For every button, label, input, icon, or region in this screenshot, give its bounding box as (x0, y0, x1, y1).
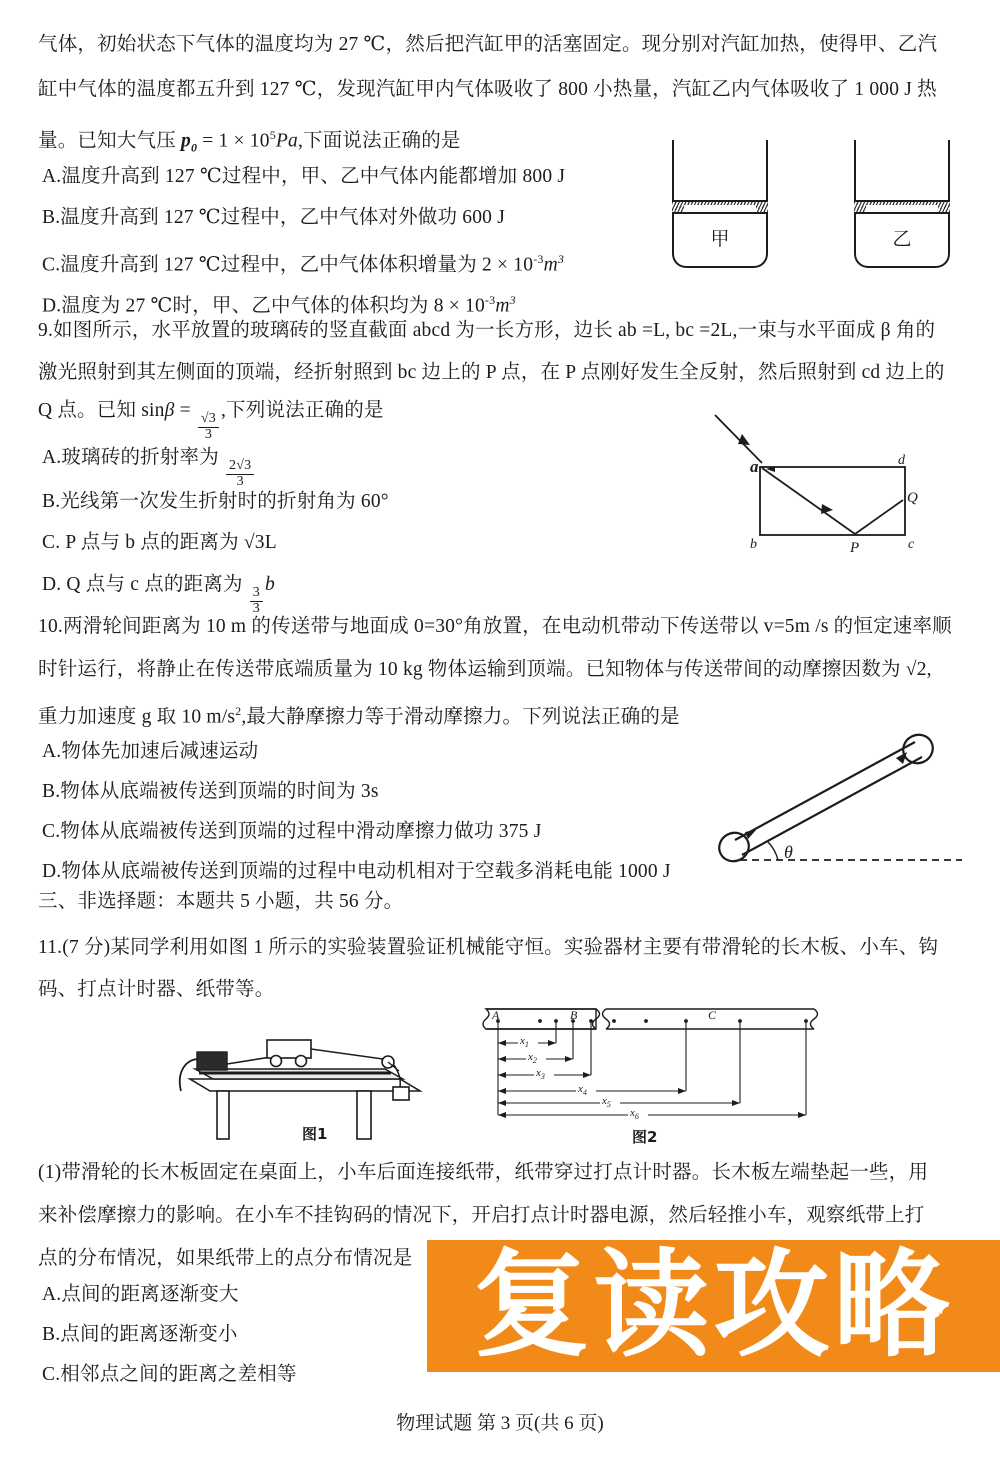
tape-left-edge (483, 1009, 596, 1029)
q11-line-2: 码、打点计时器、纸带等。 (38, 979, 275, 1000)
q8-pressure-symbol: p (180, 130, 191, 152)
reflected-ray-pq (855, 500, 903, 534)
arrow-left-x2 (498, 1056, 506, 1062)
q8-option-d-label: D. (42, 295, 62, 317)
point-label-q: Q (907, 490, 918, 506)
distance-label-x3: $x_3$ (536, 1067, 545, 1081)
piston-jia (672, 200, 768, 214)
q8-line3-suffix: ,下面说法正确的是 (297, 130, 461, 152)
q8-figure-two-cylinders (668, 140, 968, 290)
q9-option-a-fraction (226, 459, 254, 489)
q8-option-c (42, 248, 564, 277)
q8-option-d (42, 289, 516, 318)
tape-break-2 (603, 1009, 610, 1029)
q10-option-a-label: A. (42, 741, 62, 762)
q9-option-b-label: B. (42, 491, 61, 512)
q8-option-a (42, 166, 565, 188)
q10-figure-conveyor-belt (700, 720, 980, 890)
q10-option-a-text: 物体先加速后减速运动 (61, 741, 259, 762)
q9-line3-prefix: Q 点。已知 sin (38, 400, 165, 421)
q11-sub1-line-3: 点的分布情况，如果纸带上的点分布情况是 (38, 1248, 413, 1269)
q9-line3-suffix: ,下列说法正确的是 (220, 400, 384, 421)
q10-line3-part-b: ,最大静摩擦力等于滑动摩擦力。下列说法正确的是 (241, 706, 680, 728)
section-3-heading: 三、非选择题：本题共 5 小题，共 56 分。 (38, 891, 404, 912)
table-top (190, 1079, 420, 1091)
q8-line3-eq: = 1 × 10 (197, 130, 270, 152)
q10-option-b (42, 781, 379, 803)
tape-right-edge (811, 1009, 818, 1029)
q9-option-d-tail: b (264, 574, 275, 595)
figure-2-caption: 图2 (632, 1128, 658, 1146)
angle-label-theta: θ (784, 842, 793, 862)
q8-line3-prefix: 量。已知大气压 (38, 130, 181, 152)
top-pulley (898, 730, 938, 769)
cylinder-yi (854, 140, 950, 268)
q9-figure-glass-brick (700, 400, 980, 565)
q11-option-c-text: 相邻点之间的距离之差相等 (60, 1364, 297, 1385)
q8-option-c-unit: m (543, 254, 558, 276)
arrow-right-x2 (565, 1056, 573, 1062)
q10-line-2: 时针运行，将静止在传送带底端质量为 10 kg 物体运输到顶端。已知物体与传送带间的动摩擦因数为 √2, (38, 659, 932, 680)
power-cord (180, 1059, 197, 1091)
cylinder-yi-label: 乙 (892, 229, 912, 250)
q10-option-c-label: C. (42, 821, 61, 842)
refracted-ray-ap (762, 468, 855, 534)
arrow-left-x1 (498, 1040, 506, 1046)
arrow-right-x4 (678, 1088, 686, 1094)
arrow-left-x5 (498, 1100, 506, 1106)
watermark-text: 复读攻略 (473, 1238, 954, 1373)
tape-svg (478, 1003, 826, 1148)
arrow-right-x3 (583, 1072, 591, 1078)
q11-sub1-line-2: 来补偿摩擦力的影响。在小车不挂钩码的情况下，开启打点计时器电源，然后轻推小车，观察纸带上打 (38, 1205, 925, 1226)
q9-line-2: 激光照射到其左侧面的顶端，经折射照到 bc 边上的 P 点，在 P 点刚好发生全反射，然后照射到 cd 边上的 (38, 362, 945, 383)
q9-line-3 (38, 400, 384, 443)
q10-line-3 (38, 700, 680, 729)
q9-beta-symbol: β (164, 400, 175, 421)
q9-option-d-fraction (250, 586, 263, 616)
apparatus-svg (175, 1013, 465, 1145)
q11-option-b-text: 点间的距离逐渐变小 (60, 1324, 238, 1345)
q9-option-c-text: P 点与 b 点的距离为 √3L (60, 532, 277, 553)
arrow-left-x4 (498, 1088, 506, 1094)
distance-label-x4: $x_4$ (578, 1083, 587, 1097)
q8-option-c-text: 温度升高到 127 ℃过程中，乙中气体体积增量为 2 × 10 (60, 254, 534, 276)
q8-option-b (42, 207, 505, 229)
q9-fraction-denominator: 3 (204, 426, 213, 442)
q9-line-1: 9.如图所示，水平放置的玻璃砖的竖直截面 abcd 为一长方形，边长 ab =L, bc =2L,一束与水平面成 β 角的 (38, 320, 936, 341)
q9-option-b-text: 光线第一次发生折射时的折射角为 60° (60, 491, 389, 512)
figure-1-caption: 图1 (302, 1125, 328, 1143)
q11-line-1: 11.(7 分)某同学利用如图 1 所示的实验装置验证机械能守恒。实验器材主要有带滑轮的长木板、小车、钩 (38, 937, 939, 958)
piston-yi (854, 200, 950, 214)
q8-option-d-unit: m (495, 295, 510, 317)
vertex-label-d: d (898, 453, 905, 468)
q10-option-d-text: 物体从底端被传送到顶端的过程中电动机相对于空载多消耗电能 1000 J (61, 861, 671, 882)
q9-option-a-label: A. (42, 447, 62, 468)
refracted-ray-arrow (821, 504, 833, 514)
glass-brick-svg (700, 400, 980, 560)
q11-option-c-label: C. (42, 1364, 61, 1385)
q8-paragraph-line-3 (38, 124, 461, 158)
table-leg-left (217, 1091, 229, 1139)
glass-brick-rectangle (760, 467, 905, 535)
q11-option-a (42, 1284, 239, 1306)
q8-line3-unit: Pa (275, 130, 298, 152)
point-label-p: P (850, 540, 860, 556)
table-leg-right (357, 1091, 371, 1139)
q11-figure-2-tape (478, 1003, 826, 1153)
vertex-label-a: a (750, 457, 759, 476)
paper-tape (227, 1057, 271, 1064)
conveyor-belt-svg (700, 720, 980, 885)
q10-option-c-text: 物体从底端被传送到顶端的过程中滑动摩擦力做功 375 J (60, 821, 542, 842)
q10-option-b-label: B. (42, 781, 61, 802)
q9-line3-eq: = (174, 400, 196, 421)
arrow-left-x3 (498, 1072, 506, 1078)
q11-option-a-text: 点间的距离逐渐变大 (61, 1284, 239, 1305)
q10-option-d (42, 861, 671, 883)
string (311, 1049, 383, 1059)
q9-option-d-text: Q 点与 c 点的距离为 (61, 574, 248, 595)
q8-option-c-label: C. (42, 254, 61, 276)
distance-label-x1: $x_1$ (520, 1035, 529, 1049)
cart-wheel-left (271, 1056, 282, 1067)
tape-dot (538, 1019, 542, 1023)
q9-option-d (42, 574, 275, 617)
q11-option-b-label: B. (42, 1324, 61, 1345)
cylinder-jia-label: 甲 (710, 229, 730, 250)
arrow-right-x6 (798, 1112, 806, 1118)
tape-point-label-c: C (708, 1008, 717, 1022)
q11-figure-1-apparatus (175, 1013, 465, 1150)
q10-line-1: 10.两滑轮间距离为 10 m 的传送带与地面成 0=30°角放置，在电动机带动下传送带以 v=5m /s 的恒定速率顺 (38, 616, 952, 637)
tape-dot (644, 1019, 648, 1023)
q9-option-a-numerator: 2√3 (226, 459, 254, 475)
q11-option-c (42, 1364, 297, 1386)
q9-option-c-label: C. (42, 532, 61, 553)
arrow-right-x5 (732, 1100, 740, 1106)
q10-option-b-text: 物体从底端被传送到顶端的时间为 3s (60, 781, 379, 802)
q8-option-b-text: 温度升高到 127 ℃过程中，乙中气体对外做功 600 J (60, 207, 505, 228)
q9-option-a (42, 447, 256, 490)
cart-wheel-right (296, 1056, 307, 1067)
q8-option-d-unit-exponent: 3 (509, 293, 516, 307)
q9-option-c (42, 532, 277, 554)
q10-line3-part-a: 重力加速度 g 取 10 m/s (38, 706, 236, 728)
q8-option-c-unit-exponent: 3 (557, 252, 565, 266)
page-footer: 物理试题 第 3 页(共 6 页) (396, 1413, 604, 1434)
q10-line3-superscript: 2 (235, 704, 242, 718)
q10-option-d-label: D. (42, 861, 62, 882)
q8-option-a-text: 温度升高到 127 ℃过程中，甲、乙中气体内能都增加 800 J (61, 166, 566, 187)
cylinder-jia (672, 140, 768, 268)
q8-paragraph-line-2: 缸中气体的温度都五升到 127 ℃，发现汽缸甲内气体吸收了 800 小热量，汽缸乙内气体吸收了 1 000 J 热 (38, 79, 937, 100)
q11-option-b (42, 1324, 238, 1346)
tape-point-label-a: A (492, 1008, 500, 1022)
watermark-banner (427, 1240, 1000, 1372)
belt-top-line (735, 742, 915, 840)
distance-label-x5: $x_5$ (602, 1095, 611, 1109)
q8-option-b-label: B. (42, 207, 61, 228)
q11-sub1-line-1: (1)带滑轮的长木板固定在桌面上，小车后面连接纸带，纸带穿过打点计时器。长木板左端垫起一些，用 (38, 1162, 929, 1183)
distance-label-x6: $x_6$ (630, 1107, 639, 1121)
tape-dot (612, 1019, 616, 1023)
incident-ray (715, 415, 762, 463)
tape-point-label-b: B (570, 1008, 578, 1022)
q8-line3-exponent: 5 (269, 128, 276, 142)
hanging-weight (393, 1087, 409, 1100)
q9-fraction-numerator: √3 (198, 412, 219, 428)
q8-paragraph-line-1: 气体，初始状态下气体的温度均为 27 ℃，然后把汽缸甲的活塞固定。现分别对汽缸加热，使得甲、乙汽 (38, 34, 938, 55)
q9-option-b (42, 491, 389, 513)
q9-option-d-denominator: 3 (252, 600, 260, 616)
distance-label-x2: $x_2$ (528, 1051, 537, 1065)
q8-option-d-text: 温度为 27 ℃时，甲、乙中气体的体积均为 8 × 10 (61, 295, 485, 317)
q10-option-a (42, 741, 258, 763)
arrow-right-x1 (548, 1040, 556, 1046)
q8-option-d-exponent: -3 (484, 293, 496, 307)
angle-arc (768, 842, 778, 860)
vertex-label-b: b (750, 537, 757, 552)
belt-bottom-line (742, 757, 922, 855)
q10-option-c (42, 821, 542, 843)
spark-timer (197, 1052, 227, 1070)
q9-option-d-numerator: 3 (250, 586, 263, 602)
q9-option-d-label: D. (42, 574, 62, 595)
q9-sin-beta-fraction (198, 412, 219, 442)
q9-option-a-text: 玻璃砖的折射率为 (61, 447, 225, 468)
q8-option-c-exponent: -3 (533, 252, 544, 266)
q9-option-a-denominator: 3 (236, 473, 244, 489)
q11-option-a-label: A. (42, 1284, 62, 1305)
q8-option-a-label: A. (42, 166, 62, 187)
q8-pressure-subscript: 0 (190, 140, 198, 155)
arrow-left-x6 (498, 1112, 506, 1118)
vertex-label-c: c (908, 537, 915, 552)
